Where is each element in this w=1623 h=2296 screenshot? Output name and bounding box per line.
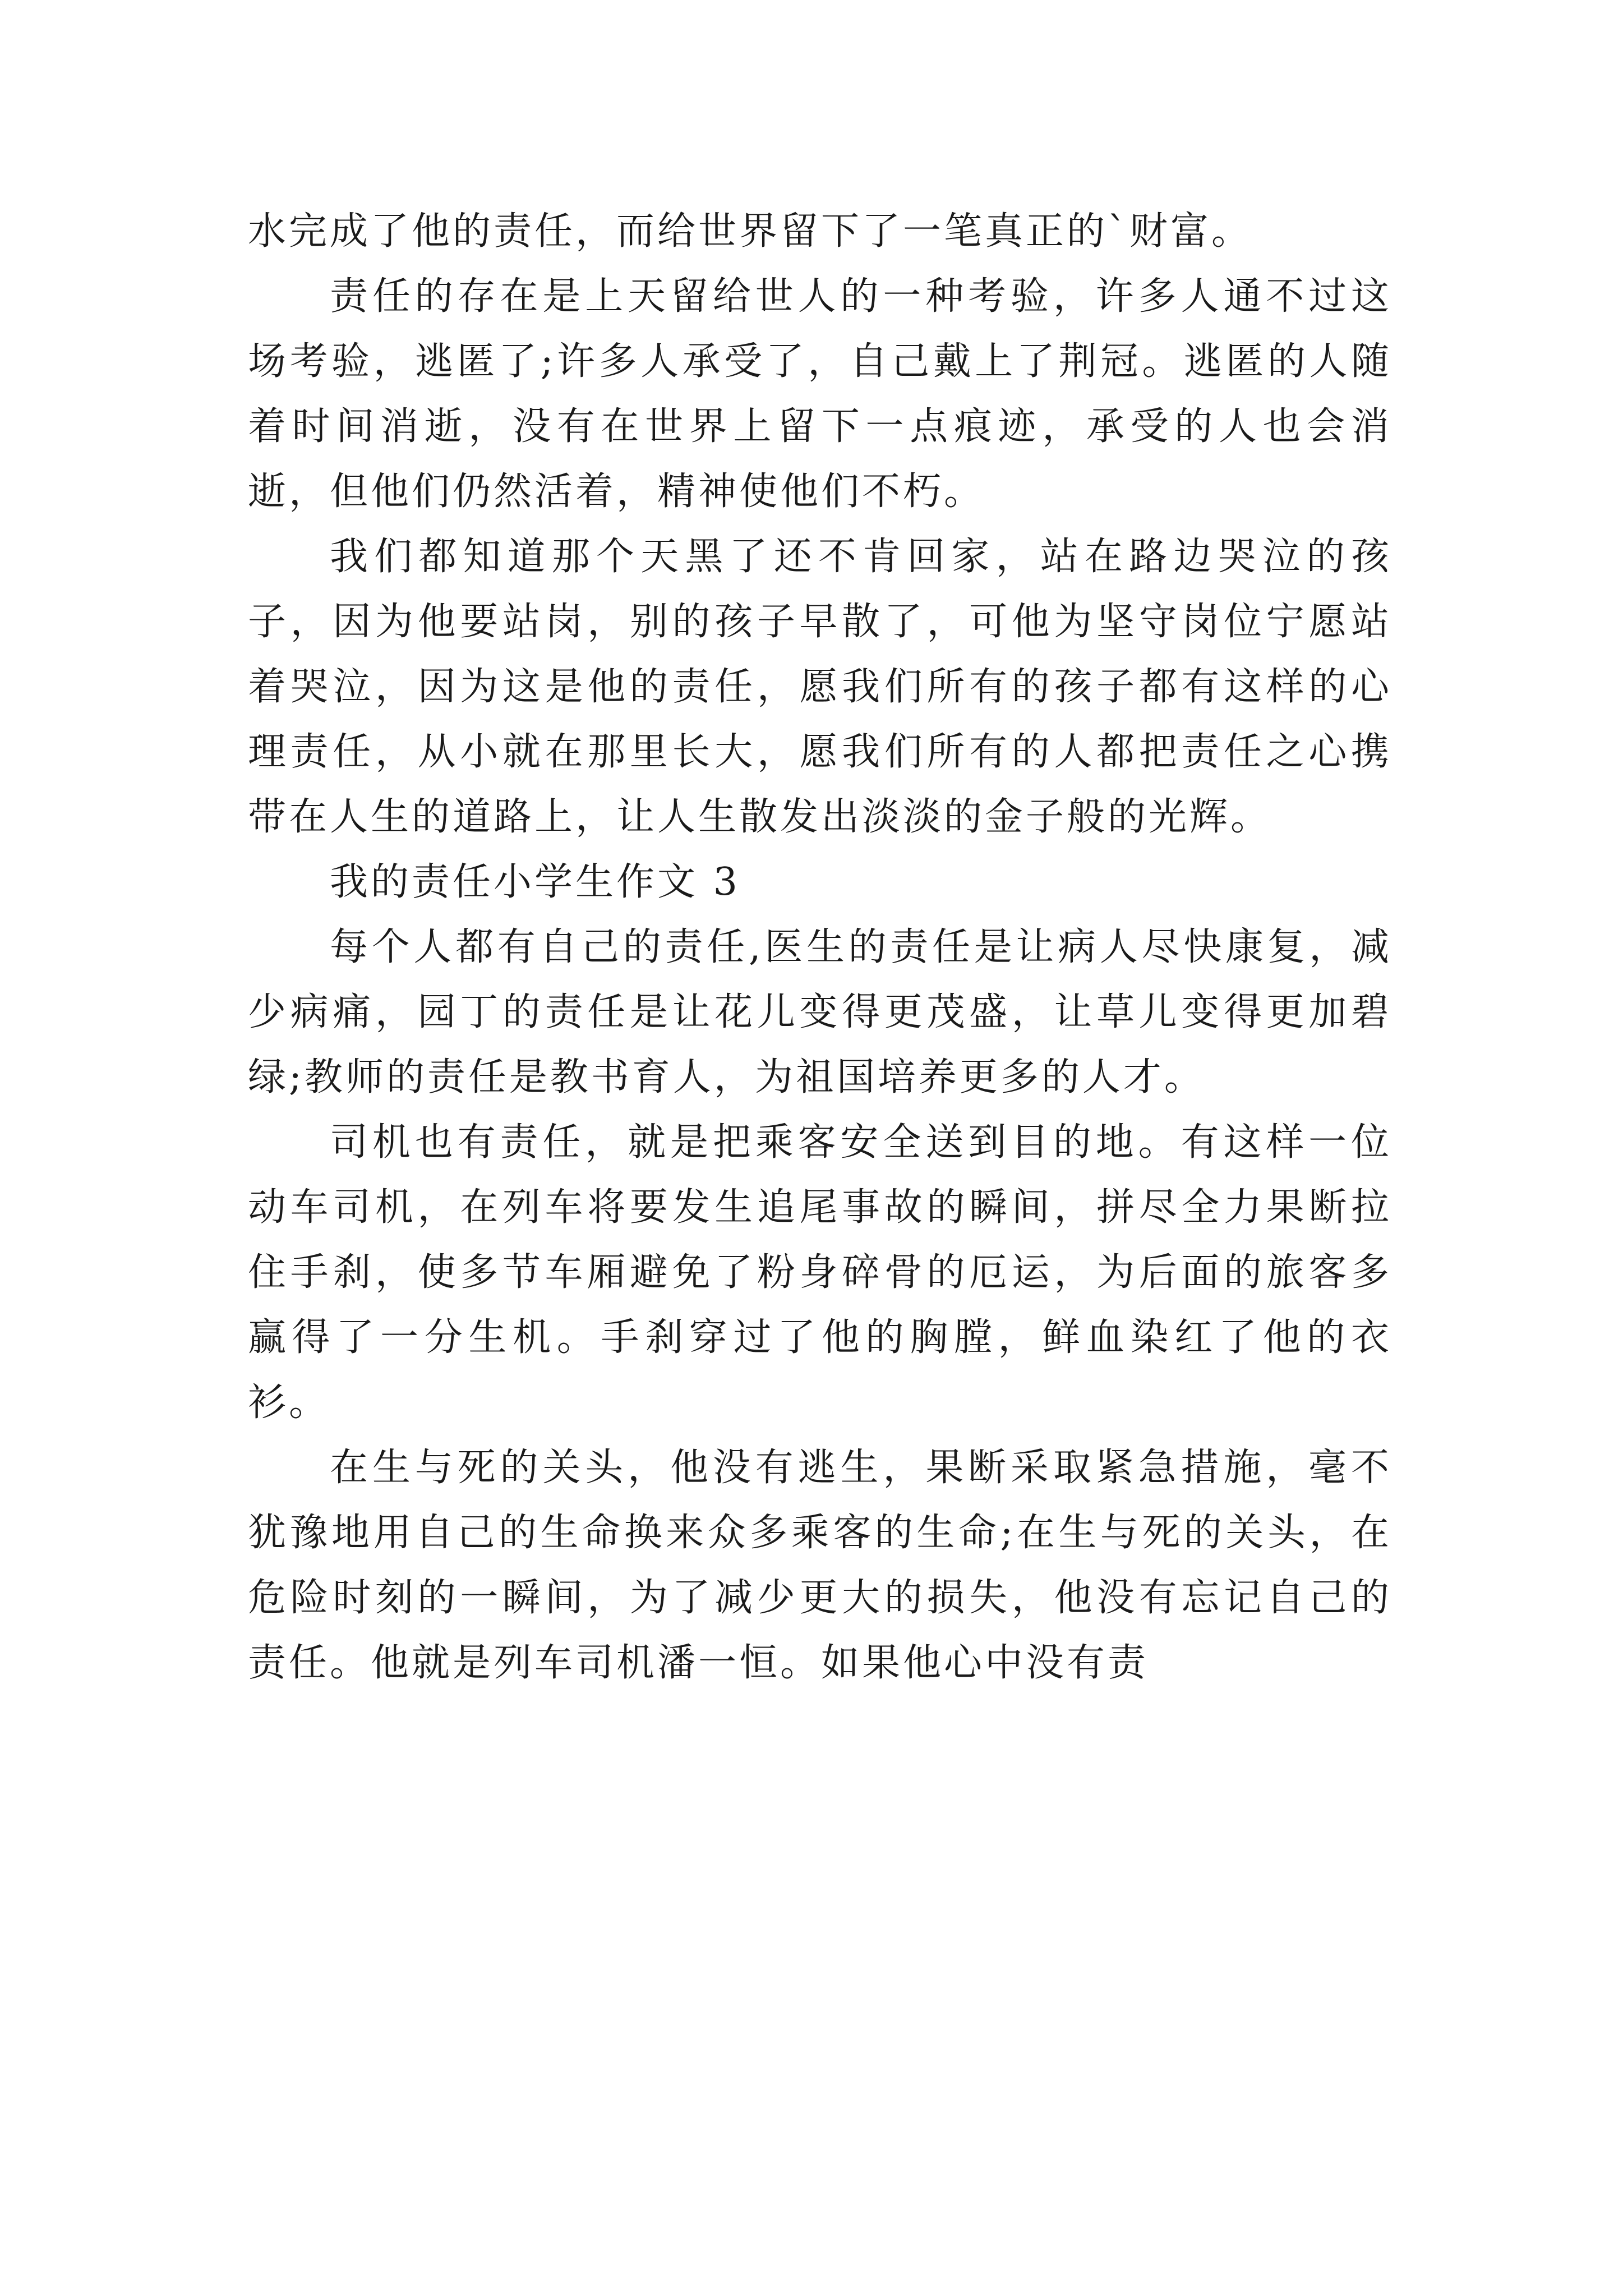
paragraph-2: 责任的存在是上天留给世人的一种考验，许多人通不过这场考验，逃匿了;许多人承受了，自己戴上了荆冠。逃匿的人随着时间消逝，没有在世界上留下一点痕迹，承受的人也会消逝，但他们仍然活着，精神使他们不朽。 bbox=[248, 274, 1392, 514]
section-heading: 我的责任小学生作文 3 bbox=[330, 860, 740, 904]
paragraph-5: 司机也有责任，就是把乘客安全送到目的地。有这样一位动车司机，在列车将要发生追尾事故的瞬间，拼尽全力果断拉住手刹，使多节车厢避免了粉身碎骨的厄运，为后面的旅客多赢得了一分生机。手刹穿过了他的胸膛，鲜血染红了他的衣衫。 bbox=[248, 1120, 1392, 1425]
paragraph-3: 我们都知道那个天黑了还不肯回家，站在路边哭泣的孩子，因为他要站岗，别的孩子早散了，可他为坚守岗位宁愿站着哭泣，因为这是他的责任，愿我们所有的孩子都有这样的心理责任，从小就在那里长大，愿我们所有的人都把责任之心携带在人生的道路上，让人生散发出淡淡的金子般的光辉。 bbox=[248, 535, 1392, 839]
paragraph-4: 每个人都有自己的责任,医生的责任是让病人尽快康复，减少病痛，园丁的责任是让花儿变得更茂盛，让草儿变得更加碧绿;教师的责任是教书育人，为祖国培养更多的人才。 bbox=[248, 925, 1392, 1099]
paragraph-1: 水完成了他的责任，而给世界留下了一笔真正的`财富。 bbox=[248, 209, 1253, 254]
paragraph-6: 在生与死的关头，他没有逃生，果断采取紧急措施，毫不犹豫地用自己的生命换来众多乘客的生命;在生与死的关头，在危险时刻的一瞬间，为了减少更大的损失，他没有忘记自己的责任。他就是列车司机潘一恒。如果他心中没有责 bbox=[248, 1446, 1392, 1685]
document-body bbox=[248, 199, 1392, 1696]
